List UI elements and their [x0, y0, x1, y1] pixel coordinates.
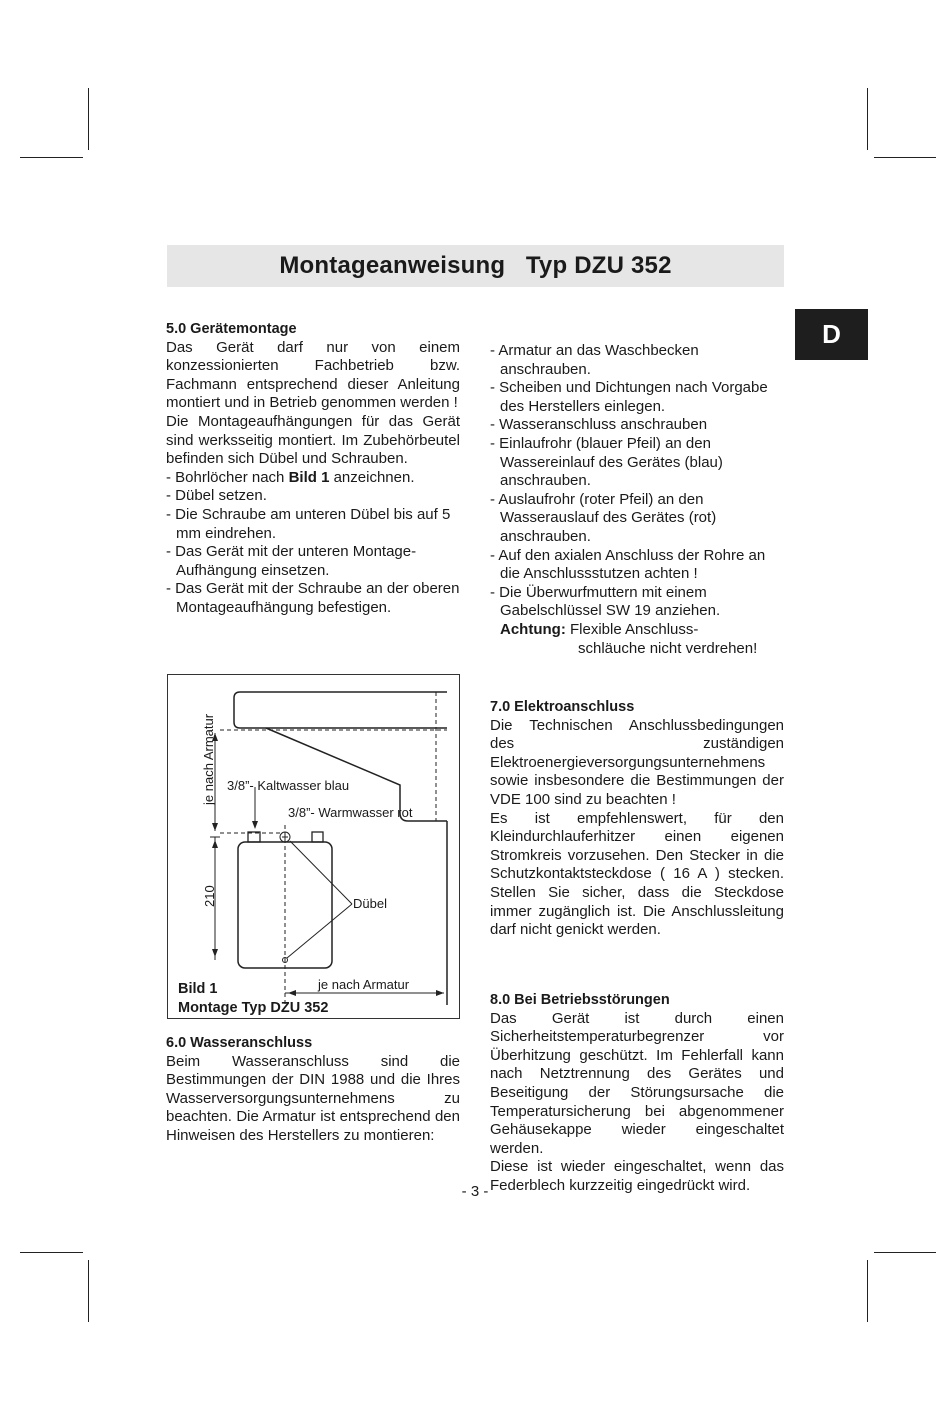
warning-note-continued: schläuche nicht verdrehen!	[578, 639, 758, 657]
section-heading-montage: 5.0 Gerätemontage	[166, 321, 297, 337]
list-item: - Dübel setzen.	[166, 487, 267, 505]
figure-label-vertical: je nach Armatur	[201, 713, 216, 805]
right-column	[490, 342, 784, 658]
section-heading-electrical: 7.0 Elektroanschluss	[490, 699, 635, 715]
crop-mark	[88, 88, 89, 150]
right-column-faults	[490, 991, 784, 1196]
warning-note	[490, 621, 784, 640]
figure-caption-title: Bild 1	[178, 981, 218, 997]
paragraph: Das Gerät darf nur von einem konzessionierten Fachbetrieb bzw. Fachmann entsprechend dieser Anleitung montiert und in Betrieb genommen werden !	[166, 338, 460, 412]
crop-mark	[874, 157, 936, 158]
figure-reference: Bild 1	[288, 468, 330, 486]
language-tab	[795, 309, 868, 360]
figure-label-cold-water: 3/8”- Kaltwasser blau	[227, 778, 350, 793]
figure-caption-subtitle: Montage Typ DZU 352	[178, 1000, 329, 1016]
paragraph: Beim Wasseranschluss sind die Bestimmungen der DIN 1988 und die Ihres Wasserversorgungsunternehmens zu beachten. Die Armatur ist entsprechend den Hinweisen des Herstellers zu montieren:	[166, 1052, 460, 1144]
mounting-figure	[167, 674, 460, 1019]
list-item: - Armatur an das Waschbecken anschrauben.	[490, 342, 699, 378]
list-item-text: anzeichnen.	[329, 468, 415, 486]
crop-mark	[874, 1252, 936, 1253]
paragraph: Es ist empfehlenswert, für den Kleindurchlauferhitzer einen eigenen Stromkreis vorzusehen. Den Stecker in die Schutzkontaktsteckdose ( 16 A ) stecken. Stellen Sie sicher, dass die Steckdose immer zugänglich ist. Die Anschlussleitung darf nicht genickt werden.	[490, 809, 784, 939]
crop-mark	[88, 1260, 89, 1322]
paragraph: Die Technischen Anschlussbedingungen des zuständigen Elektroenergieversorgungsunternehmens sowie insbesondere die Bestimmungen der VDE 100 sind zu beachten !	[490, 716, 784, 808]
warning-text: Flexible Anschluss-	[565, 620, 699, 638]
left-column-lower	[166, 1034, 460, 1146]
list-item: - Wasseranschluss anschrauben	[490, 416, 708, 434]
title-bar	[167, 245, 784, 287]
list-item: - Das Gerät mit der Schraube an der oberen Montageaufhängung befestigen.	[166, 580, 460, 616]
section-heading-water: 6.0 Wasseranschluss	[166, 1035, 313, 1051]
list-item: - Scheiben und Dichtungen nach Vorgabe des Herstellers einlegen.	[490, 379, 768, 415]
list-item: - Die Überwurfmuttern mit einem Gabelschlüssel SW 19 anziehen.	[490, 583, 721, 620]
paragraph: Das Gerät ist durch einen Sicherheitstemperaturbegrenzer vor Überhitzung geschützt. Im Fehlerfall kann nach Netztrennung des Gerätes und Beseitigung der Störungsursache die Temperatursicherung bei abgenommener Gehäusekappe wieder eingeschaltet werden.	[490, 1009, 784, 1157]
language-tab-label: D	[822, 319, 841, 349]
page-number: - 3 -	[461, 1183, 489, 1200]
section-heading-faults: 8.0 Bei Betriebsstörungen	[490, 992, 670, 1008]
crop-mark	[867, 88, 868, 150]
page-title: Montageanweisung Typ DZU 352	[279, 252, 672, 279]
list-item	[166, 469, 460, 488]
figure-label-warm-water: 3/8”- Warmwasser rot	[288, 805, 413, 820]
crop-mark	[20, 157, 83, 158]
figure-caption	[178, 980, 328, 1018]
list-item: - Auf den axialen Anschluss der Rohre an die Anschlussstutzen achten !	[490, 546, 766, 583]
list-item: - Auslaufrohr (roter Pfeil) an den Wasserauslauf des Gerätes (rot) anschrauben.	[490, 490, 717, 545]
list-item: - Das Gerät mit der unteren Montage-Aufhängung einsetzen.	[166, 543, 417, 579]
figure-label-height: 210	[202, 885, 217, 907]
crop-mark	[867, 1260, 868, 1322]
paragraph: Die Montageaufhängungen für das Gerät sind werksseitig montiert. Im Zubehörbeutel befinden sich Dübel und Schrauben.	[166, 412, 460, 468]
left-column	[166, 320, 460, 618]
warning-label: Achtung:	[500, 620, 566, 638]
list-item-text: - Bohrlöcher nach	[166, 468, 289, 486]
figure-label-bottom: je nach Armatur	[318, 977, 410, 992]
figure-label-dowel: Dübel	[353, 896, 387, 911]
crop-mark	[20, 1252, 83, 1253]
list-item: - Die Schraube am unteren Dübel bis auf 5 mm eindrehen.	[166, 505, 451, 542]
right-column-electrical	[490, 698, 784, 940]
list-item: - Einlaufrohr (blauer Pfeil) an den Wassereinlauf des Gerätes (blau) anschrauben.	[490, 434, 723, 490]
paragraph: Diese ist wieder eingeschaltet, wenn das Federblech kurzzeitig eingedrückt wird.	[490, 1158, 784, 1194]
